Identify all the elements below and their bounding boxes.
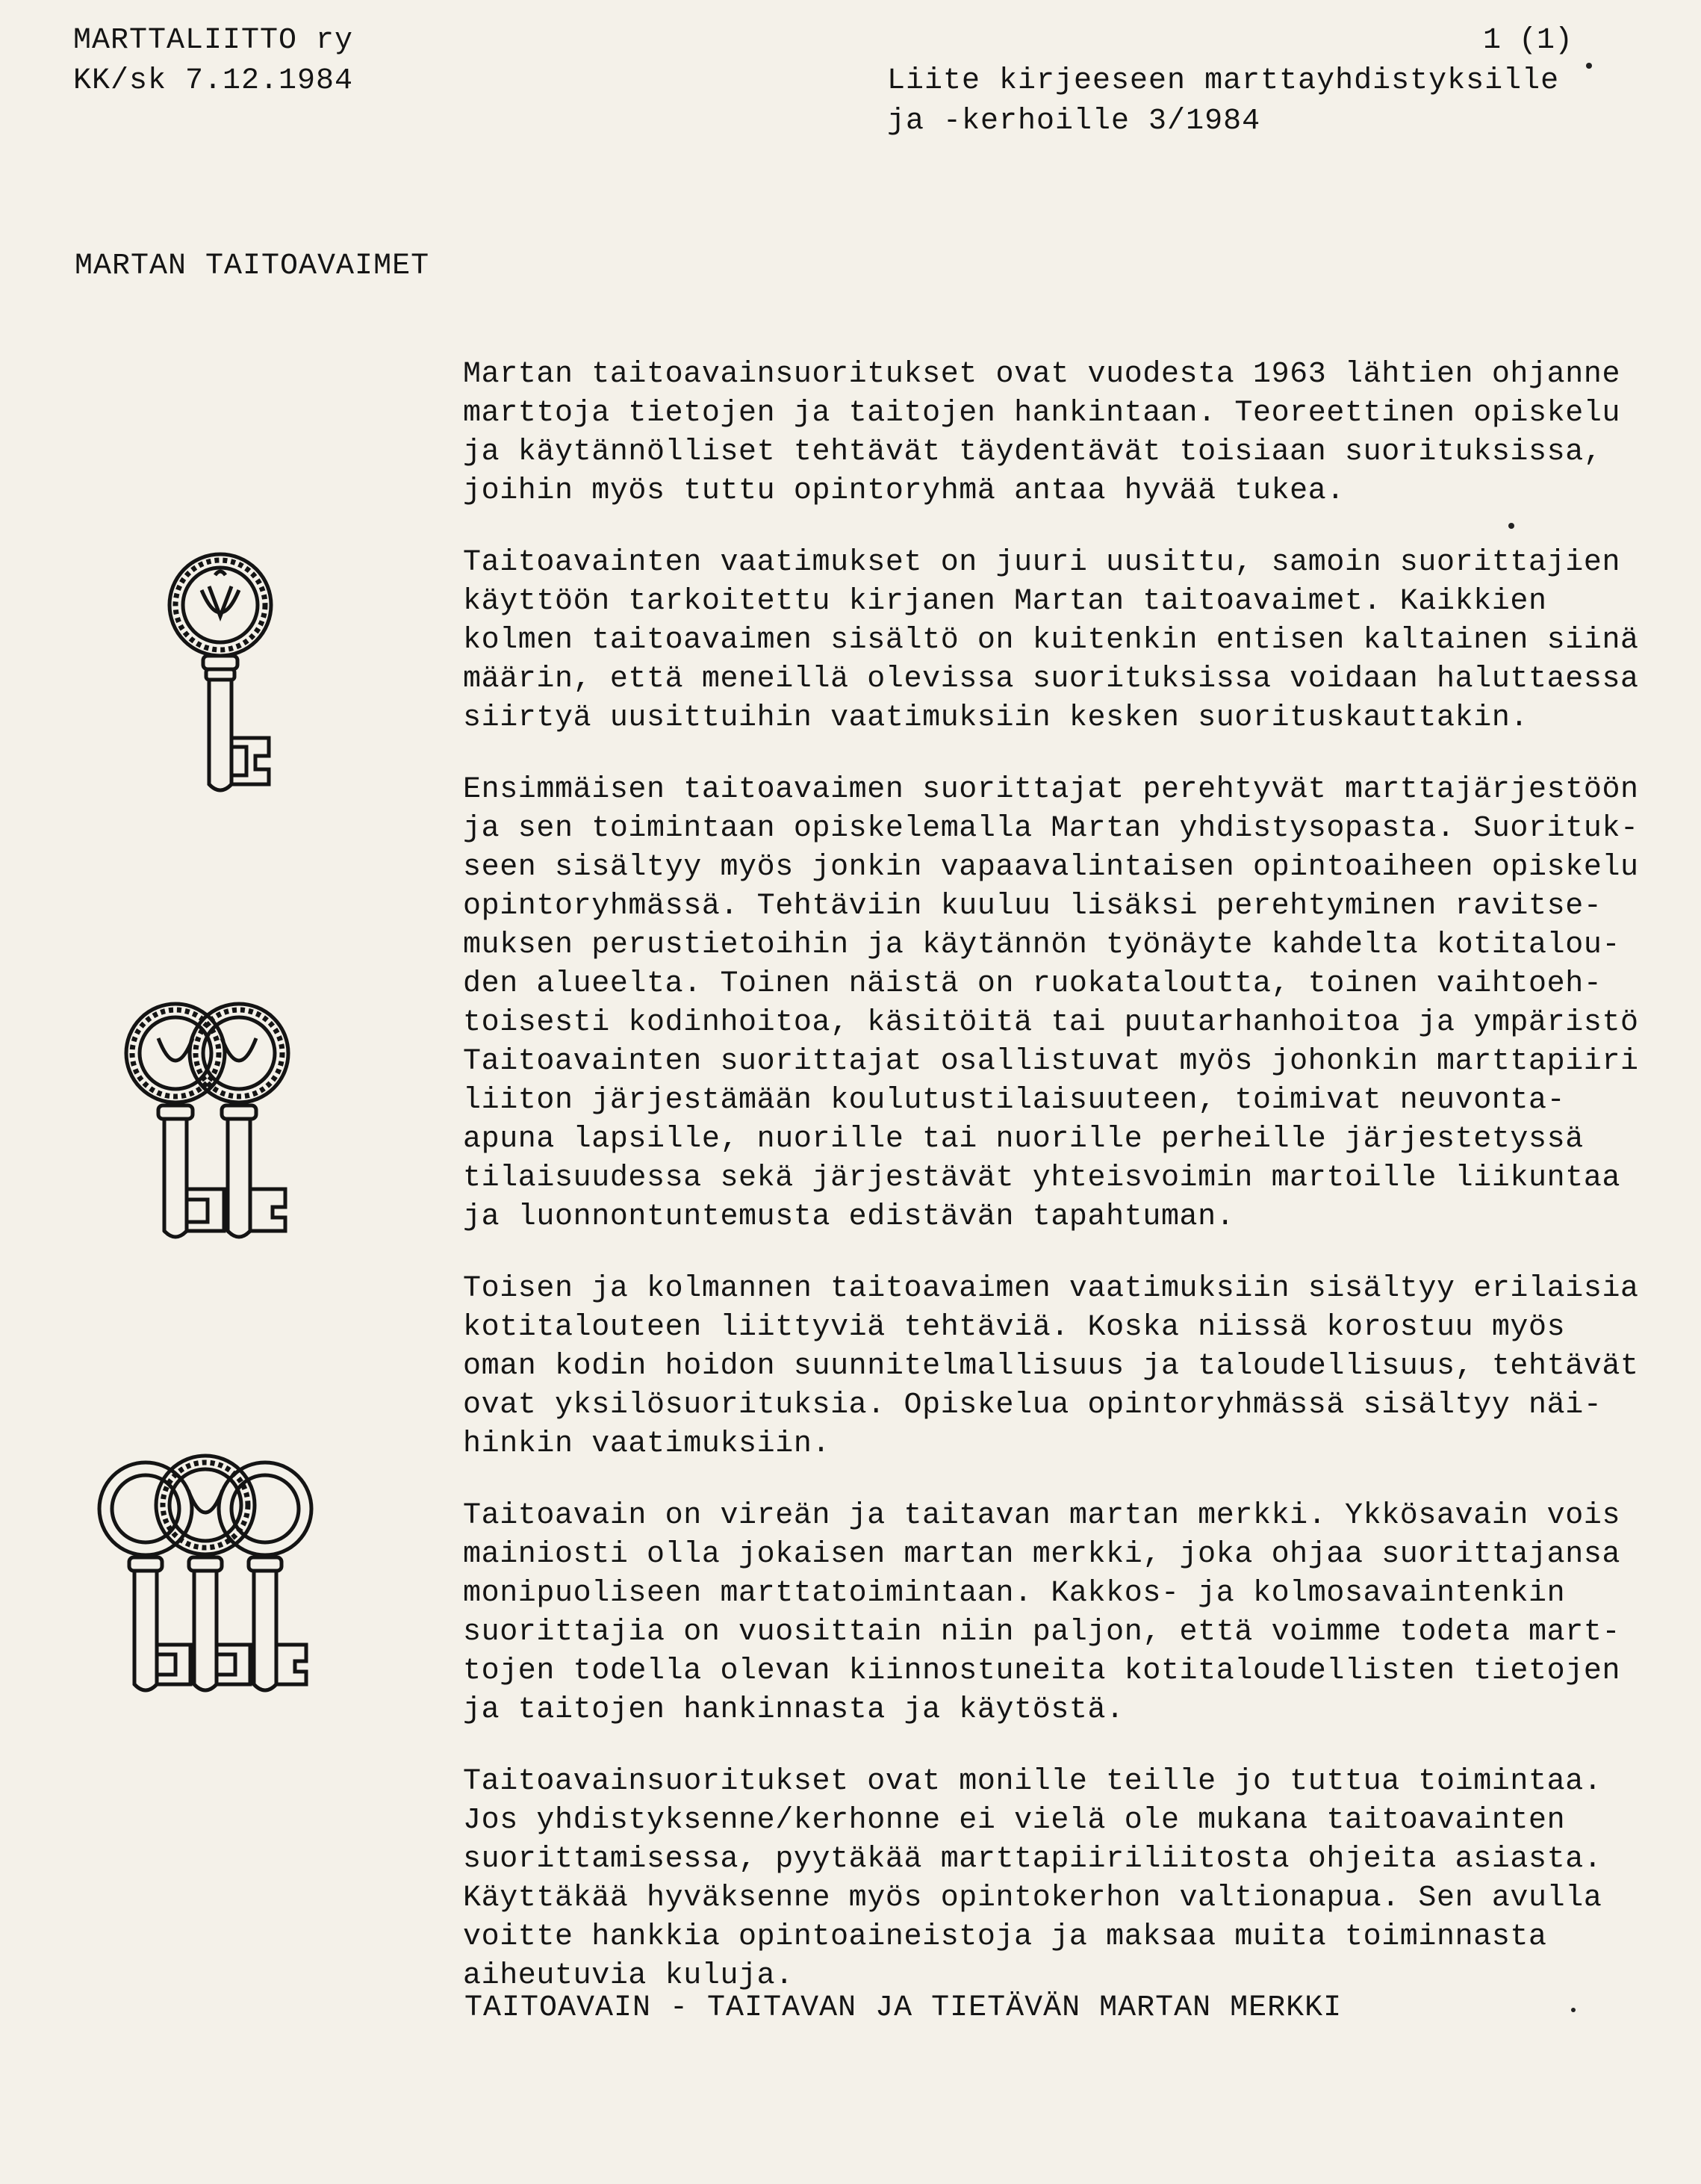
page-number: 1 (1) — [1483, 24, 1573, 58]
text-line: Ensimmäisen taitoavaimen suorittajat perehtyvät marttajärjestöön — [463, 773, 1639, 807]
text-line: joihin myös tuttu opintoryhmä antaa hyvää tukea. — [463, 474, 1345, 508]
text-line: opintoryhmässä. Tehtäviin kuuluu lisäksi perehtyminen ravitse- — [463, 890, 1602, 923]
text-line: ja luonnontuntemusta edistävän tapahtuman. — [463, 1200, 1235, 1234]
attachment-line-2: ja -kerhoille 3/1984 — [887, 105, 1261, 138]
single-key-icon — [157, 545, 284, 799]
text-line: käyttöön tarkoitettu kirjanen Martan taitoavaimet. Kaikkien — [463, 585, 1547, 618]
text-line: muksen perustietoihin ja käytännön työnäyte kahdelta kotitalou- — [463, 928, 1621, 962]
text-line: tojen todella olevan kiinnostuneita kotitaloudellisten tietojen — [463, 1654, 1621, 1688]
text-line: määrin, että meneillä olevissa suorituksissa voidaan haluttaessa — [463, 663, 1639, 696]
text-line: Jos yhdistyksenne/kerhonne ei vielä ole mukana taitoavainten — [463, 1804, 1566, 1837]
speck-decoration — [1508, 523, 1514, 529]
text-line: marttoja tietojen ja taitojen hankintaan. Teoreettinen opiskelu — [463, 397, 1621, 430]
text-line: oman kodin hoidon suunnitelmallisuus ja taloudellisuus, tehtävät — [463, 1350, 1639, 1383]
double-key-icon — [119, 993, 299, 1247]
text-line: Toisen ja kolmannen taitoavaimen vaatimuksiin sisältyy erilaisia — [463, 1272, 1639, 1306]
text-line: Taitoavainten vaatimukset on juuri uusittu, samoin suorittajien — [463, 546, 1621, 580]
text-line: kotitalouteen liittyviä tehtäviä. Koska niissä korostuu myös — [463, 1311, 1566, 1344]
paragraph-requirements — [463, 544, 1658, 738]
speck-decoration — [1586, 63, 1592, 69]
org-name: MARTTALIITTO ry — [73, 24, 354, 58]
text-line: Taitoavainten suorittajat osallistuvat myös johonkin marttapiiri — [463, 1045, 1639, 1079]
body-text — [463, 356, 1658, 2029]
slogan: TAITOAVAIN - TAITAVAN JA TIETÄVÄN MARTAN MERKKI — [464, 1991, 1343, 2025]
paragraph-intro — [463, 356, 1658, 511]
text-line: liiton järjestämään koulutustilaisuuteen, toimivat neuvonta- — [463, 1084, 1566, 1117]
text-line: Taitoavainsuoritukset ovat monille teille jo tuttua toimintaa. — [463, 1765, 1602, 1799]
text-line: seen sisältyy myös jonkin vapaavalintaisen opintoaiheen opiskelu — [463, 851, 1639, 884]
text-line: Martan taitoavainsuoritukset ovat vuodesta 1963 lähtien ohjanne — [463, 358, 1621, 391]
paragraph-second-third-key — [463, 1270, 1658, 1464]
text-line: tilaisuudessa sekä järjestävät yhteisvoimin martoille liikuntaa — [463, 1161, 1621, 1195]
text-line: suorittajia on vuosittain niin paljon, että voimme todeta mart- — [463, 1616, 1621, 1649]
paragraph-closing — [463, 1763, 1658, 1996]
text-line: ja taitojen hankinnasta ja käytöstä. — [463, 1693, 1125, 1727]
triple-key-icon — [93, 1449, 317, 1703]
paragraph-badge — [463, 1497, 1658, 1730]
sender-block — [73, 21, 353, 102]
attachment-note — [887, 61, 1559, 142]
text-line: kolmen taitoavaimen sisältö on kuitenkin entisen kaltainen siinä — [463, 624, 1639, 657]
text-line: hinkin vaatimuksiin. — [463, 1427, 831, 1461]
text-line: monipuoliseen marttatoimintaan. Kakkos- ja kolmosavaintenkin — [463, 1577, 1566, 1610]
text-line: voitte hankkia opintoaineistoja ja maksaa muita toiminnasta — [463, 1920, 1547, 1954]
reference-date: KK/sk 7.12.1984 — [73, 64, 354, 98]
text-line: den alueelta. Toinen näistä on ruokataloutta, toinen vaihtoeh- — [463, 967, 1602, 1001]
text-line: toisesti kodinhoitoa, käsitöitä tai puutarhanhoitoa ja ympäristö — [463, 1006, 1639, 1040]
text-line: aiheutuvia kuluja. — [463, 1959, 794, 1993]
text-line: siirtyä uusittuihin vaatimuksiin kesken suorituskauttakin. — [463, 701, 1529, 735]
text-line: mainiosti olla jokaisen martan merkki, joka ohjaa suorittajansa — [463, 1538, 1621, 1572]
text-line: Taitoavain on vireän ja taitavan martan merkki. Ykkösavain vois — [463, 1499, 1621, 1533]
speck-decoration — [1571, 2008, 1576, 2012]
text-line: Käyttäkää hyväksenne myös opintokerhon valtionapua. Sen avulla — [463, 1881, 1602, 1915]
page-title: MARTAN TAITOAVAIMET — [75, 249, 430, 283]
attachment-line-1: Liite kirjeeseen marttayhdistyksille — [887, 64, 1560, 98]
text-line: ovat yksilösuorituksia. Opiskelua opintoryhmässä sisältyy näi- — [463, 1389, 1602, 1422]
text-line: ja käytännölliset tehtävät täydentävät toisiaan suorituksissa, — [463, 435, 1602, 469]
paragraph-first-key — [463, 771, 1658, 1237]
text-line: suorittamisessa, pyytäkää marttapiiriliitosta ohjeita asiasta. — [463, 1843, 1602, 1876]
text-line: apuna lapsille, nuorille tai nuorille perheille järjestetyssä — [463, 1123, 1584, 1156]
text-line: ja sen toimintaan opiskelemalla Martan yhdistysopasta. Suorituk- — [463, 812, 1639, 846]
